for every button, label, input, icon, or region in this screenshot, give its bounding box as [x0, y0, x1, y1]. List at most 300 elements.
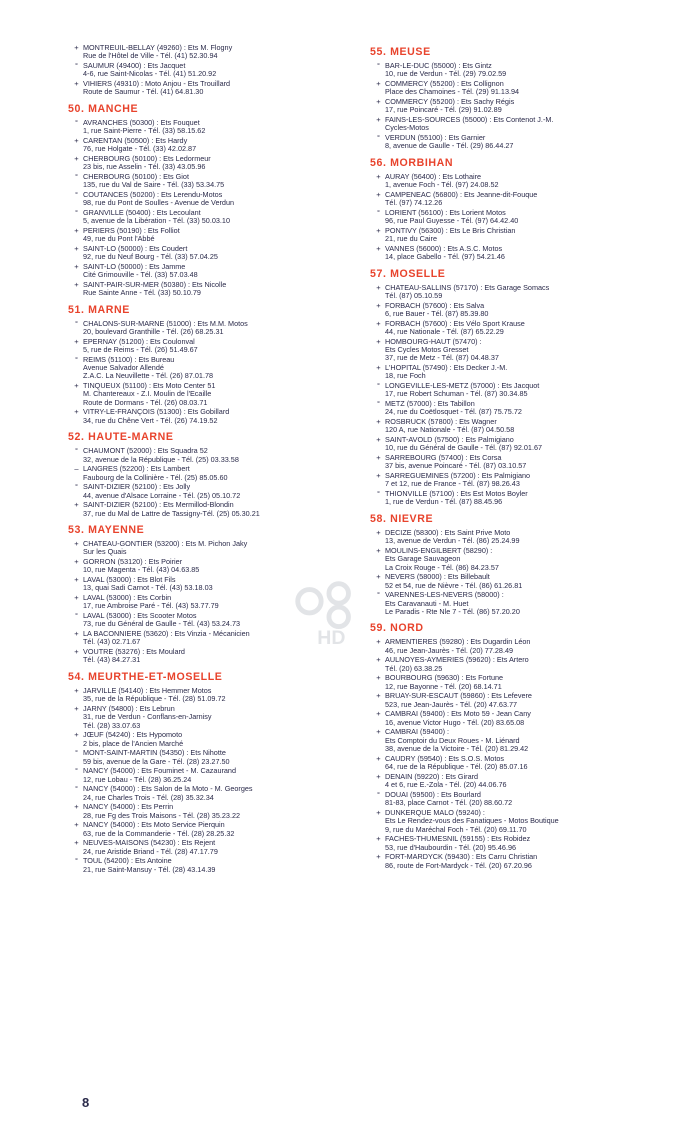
- dealer-entry: [68, 227, 368, 244]
- dealer-address-line: 135, rue du Val de Saire - Tél. (33) 53.34.75: [83, 180, 225, 190]
- dealer-entry: [370, 773, 670, 790]
- dealer-name-line: SAINT-PAIR-SUR-MER (50380) : Ets Nicolle: [83, 279, 227, 289]
- dealer-name-line: CHAUMONT (52000) : Ets Squadra 52: [83, 446, 208, 456]
- dealer-name-line: PERIERS (50190) : Ets Folliot: [83, 225, 180, 235]
- dealer-address-line: Avenue Salvador Allendé: [83, 363, 164, 373]
- department-heading: 53. MAYENNE: [68, 524, 145, 537]
- dealer-address-line: 28, rue Fg des Trois Maisons - Tél. (28) 35.23.22: [83, 810, 241, 820]
- dealer-address-line: 96, rue Paul Guyesse - Tél. (97) 64.42.40: [385, 216, 519, 226]
- dealer-name-line: GRANVILLE (50400) : Ets Lecoulant: [83, 207, 201, 217]
- dealer-address-line: 31, rue de Verdun - Conflans-en-Jarnisy: [83, 712, 212, 722]
- dealer-entry: [370, 591, 670, 616]
- dealer-entry: [370, 173, 670, 190]
- dealer-address-line: 24, rue du Coëtlosquet - Tél. (87) 75.75.72: [385, 407, 522, 417]
- dealer-name-line: BAR-LE-DUC (55000) : Ets Gintz: [385, 61, 492, 70]
- dealer-address-line: 21, rue Saint-Mansuy - Tél. (28) 43.14.39: [83, 864, 216, 874]
- dealer-type-marker: °: [75, 318, 78, 328]
- department-heading: 54. MEURTHE-ET-MOSELLE: [68, 670, 223, 683]
- dealer-address-line: 13, quai Sadi Carnot - Tél. (43) 53.18.03: [83, 583, 213, 593]
- dealer-entry: [68, 245, 368, 262]
- dealer-type-marker: +: [74, 820, 79, 830]
- dealer-address-line: 16, avenue Victor Hugo - Tél. (20) 83.65.08: [385, 717, 525, 727]
- dealer-address-line: La Croix Rouge - Tél. (86) 84.23.57: [385, 562, 499, 572]
- dealer-entry: [68, 839, 368, 856]
- dealer-name-line: VERDUN (55100) : Ets Garnier: [385, 133, 486, 142]
- dealer-address-line: 120 A, rue Nationale - Tél. (87) 04.50.58: [385, 425, 515, 435]
- dealer-entry: [370, 134, 670, 151]
- dealer-type-marker: +: [376, 655, 381, 665]
- dealer-type-marker: °: [75, 611, 78, 621]
- dealer-address-line: Z.A.C. La Neuvillette - Tél. (26) 87.01.78: [83, 371, 214, 381]
- dealer-address-line: 18, rue Foch: [385, 371, 426, 381]
- dealer-name-line: VANNES (56000) : Ets A.S.C. Motos: [385, 243, 503, 253]
- dealer-entry: [68, 447, 368, 464]
- dealer-type-marker: +: [74, 557, 79, 567]
- dealer-type-marker: °: [377, 489, 380, 499]
- dealer-address-line: Ets Caravanauti - M. Huet: [385, 598, 469, 608]
- dealer-address-line: 37, rue de Metz - Tél. (87) 04.48.37: [385, 353, 499, 363]
- dealer-address-line: 17, rue Poincaré - Tél. (29) 91.02.89: [385, 105, 502, 115]
- dealer-type-marker: +: [376, 171, 381, 181]
- dealer-type-marker: +: [74, 261, 79, 271]
- department-section: [370, 268, 670, 507]
- dealer-name-line: PONTIVY (56300) : Ets Le Bris Christian: [385, 225, 516, 235]
- dealer-type-marker: °: [75, 784, 78, 794]
- dealer-address-line: Ets Cycles Motos Gresset: [385, 345, 469, 355]
- dealer-type-marker: +: [74, 703, 79, 713]
- dealer-address-line: 86, route de Fort-Mardyck - Tél. (20) 67.20.96: [385, 860, 532, 870]
- dealer-type-marker: +: [74, 381, 79, 391]
- dealer-type-marker: +: [74, 647, 79, 657]
- dealer-address-line: 49, rue du Pont l'Abbé: [83, 234, 155, 244]
- dealer-address-line: 81-83, place Carnot - Tél. (20) 88.60.72: [385, 798, 513, 808]
- dealer-address-line: 5, rue de Reims - Tél. (26) 51.49.67: [83, 345, 198, 355]
- dealer-address-line: 24, rue Charles Trois - Tél. (28) 35.32.34: [83, 792, 214, 802]
- dealer-address-line: 14, place Gabello - Tél. (97) 54.21.46: [385, 252, 505, 262]
- department-section: [370, 513, 670, 617]
- dealer-name-line: FACHES-THUMESNIL (59155) : Ets Robidez: [385, 834, 531, 844]
- dealer-entry: [68, 483, 368, 500]
- dealer-name-line: FORBACH (57600) : Ets Vélo Sport Krause: [385, 318, 525, 328]
- dealer-entry: [68, 501, 368, 518]
- dealer-type-marker: +: [376, 115, 381, 124]
- department-section: [370, 622, 670, 870]
- dealer-type-marker: +: [376, 807, 381, 817]
- dealer-name-line: SAUMUR (49400) : Ets Jacquet: [83, 61, 186, 70]
- dealer-address-line: 523, rue Jean-Jaurès - Tél. (20) 47.63.77: [385, 699, 518, 709]
- dealer-entry: [370, 638, 670, 655]
- dealer-entry: [370, 338, 670, 363]
- department-section: [370, 46, 670, 151]
- dealer-entry: [370, 656, 670, 673]
- dealer-address-line: Tél. (87) 05.10.59: [385, 291, 443, 301]
- department-heading: 59. NORD: [370, 622, 424, 635]
- dealer-name-line: ARMENTIERES (59280) : Ets Dugardin Léon: [385, 637, 531, 647]
- dealer-entry: [370, 436, 670, 453]
- dealer-entry: [370, 710, 670, 727]
- dealer-address-line: 10, rue de Verdun - Tél. (29) 79.02.59: [385, 69, 507, 79]
- dealer-address-line: Ets Le Rendez-vous des Fanatiques - Motos Boutique: [385, 816, 559, 826]
- dealer-address-line: Tél. (43) 84.27.31: [83, 655, 141, 665]
- dealer-name-line: METZ (57000) : Ets Tabillon: [385, 399, 475, 409]
- dealer-address-line: Cité Grimouville - Tél. (33) 57.03.48: [83, 270, 198, 280]
- dealer-entry: [68, 263, 368, 280]
- dealer-type-marker: °: [75, 856, 78, 866]
- dealer-entry: [68, 209, 368, 226]
- dealer-address-line: Cycles-Motos: [385, 123, 429, 133]
- dealer-type-marker: +: [74, 629, 79, 639]
- dealer-name-line: CAMBRAI (59400) : Ets Moto 59 - Jean Cany: [385, 709, 531, 719]
- dealer-type-marker: °: [75, 766, 78, 776]
- department-heading: 58. NIEVRE: [370, 512, 434, 525]
- dealer-entry: [370, 382, 670, 399]
- dealer-entry: [68, 857, 368, 874]
- dealer-name-line: SAINT-LO (50000) : Ets Jamme: [83, 261, 186, 271]
- dealer-entry: [370, 755, 670, 772]
- dealer-address-line: 12, rue Lobau - Tél. (28) 36.25.24: [83, 774, 192, 784]
- dealer-entry: [68, 119, 368, 136]
- dealer-address-line: 98, rue du Pont de Soulles - Avenue de Verdun: [83, 198, 235, 208]
- dealer-name-line: L'HOPITAL (57490) : Ets Decker J.-M.: [385, 363, 508, 373]
- dealer-type-marker: °: [75, 446, 78, 456]
- dealer-type-marker: +: [74, 593, 79, 603]
- dealer-address-line: 37 bis, avenue Poincaré - Tél. (87) 03.10.57: [385, 461, 527, 471]
- dealer-address-line: Rue Sainte Anne - Tél. (33) 50.10.79: [83, 288, 201, 298]
- dealer-address-line: 64, rue de la République - Tél. (20) 85.07.16: [385, 762, 528, 772]
- dealer-entry: [68, 137, 368, 154]
- dealer-name-line: SARREBOURG (57400) : Ets Corsa: [385, 453, 502, 463]
- dealer-type-marker: +: [74, 500, 79, 510]
- dealer-name-line: CHATEAU-SALLINS (57170) : Ets Garage Somacs: [385, 282, 550, 292]
- dealer-type-marker: °: [75, 171, 78, 181]
- dealer-type-marker: +: [376, 852, 381, 862]
- dealer-address-line: 24, rue Aristide Briand - Tél. (28) 47.17.79: [83, 846, 218, 856]
- dealer-address-line: 4 et 6, rue E.-Zola - Tél. (20) 44.06.76: [385, 780, 507, 790]
- dealer-entry: [68, 80, 368, 97]
- dealer-type-marker: +: [74, 43, 79, 52]
- dealer-name-line: HOMBOURG-HAUT (57470) :: [385, 336, 482, 346]
- dealer-name-line: DENAIN (59220) : Ets Girard: [385, 771, 479, 781]
- dealer-name-line: CHERBOURG (50100) : Ets Giot: [83, 171, 189, 181]
- department-section: [68, 304, 368, 426]
- dealer-address-line: M. Chantereaux - Z.I. Moulin de l'Ecaille: [83, 389, 212, 399]
- department-section: [370, 157, 670, 262]
- dealer-address-line: Route de Saumur - Tél. (41) 64.81.30: [83, 87, 204, 97]
- dealer-type-marker: +: [74, 225, 79, 235]
- dealer-type-marker: +: [376, 545, 381, 555]
- dealer-name-line: BOURBOURG (59630) : Ets Fortune: [385, 673, 504, 683]
- dealer-type-marker: +: [376, 691, 381, 701]
- dealer-type-marker: °: [75, 207, 78, 217]
- dealer-type-marker: +: [376, 189, 381, 199]
- dealer-type-marker: +: [376, 673, 381, 683]
- dealer-address-line: 35, rue de la République - Tél. (28) 51.09.72: [83, 694, 226, 704]
- dealer-address-line: 9, rue du Maréchal Foch - Tél. (20) 69.11.70: [385, 824, 527, 834]
- dealer-address-line: 10, rue du Général de Gaulle - Tél. (87) 92.01.67: [385, 443, 543, 453]
- dealer-name-line: BRUAY-SUR-ESCAUT (59860) : Ets Lefevere: [385, 691, 532, 701]
- dealer-name-line: NEUVES-MAISONS (54230) : Ets Rejent: [83, 838, 216, 848]
- dealer-entry: [68, 320, 368, 337]
- dealer-address-line: 53, rue d'Haubourdin - Tél. (20) 95.46.96: [385, 842, 517, 852]
- dealer-entry: [68, 705, 368, 730]
- dealer-entry: [68, 173, 368, 190]
- dealer-name-line: LANGRES (52200) : Ets Lambert: [83, 464, 190, 474]
- dealer-address-line: 17, rue Robert Schuman - Tél. (87) 30.34.85: [385, 389, 528, 399]
- dealer-address-line: 1, avenue Foch - Tél. (97) 24.08.52: [385, 180, 499, 190]
- dealer-type-marker: +: [376, 637, 381, 647]
- dealer-entry: [370, 80, 670, 97]
- department-section: [68, 44, 368, 97]
- dealer-address-line: 38, avenue de la Victoire - Tél. (20) 81.29.42: [385, 744, 529, 754]
- jgp-hd-watermark-logo: [288, 572, 366, 650]
- dealer-address-line: Tél. (28) 33.07.63: [83, 720, 141, 730]
- dealer-name-line: VOUTRE (53276) : Ets Moulard: [83, 647, 185, 657]
- dealer-type-marker: +: [376, 834, 381, 844]
- dealer-address-line: Sur les Quais: [83, 547, 127, 557]
- dealer-type-marker: °: [75, 748, 78, 758]
- dealer-entry: [68, 767, 368, 784]
- department-heading: 55. MEUSE: [370, 46, 431, 58]
- dealer-entry: [370, 191, 670, 208]
- dealer-type-marker: °: [377, 399, 380, 409]
- dealer-name-line: DOUAI (59500) : Ets Bourlard: [385, 789, 481, 799]
- dealer-entry: [68, 465, 368, 482]
- dealer-type-marker: +: [376, 753, 381, 763]
- dealer-name-line: LAVAL (53000) : Ets Scooter Motos: [83, 611, 197, 621]
- department-section: [68, 431, 368, 518]
- dealer-address-line: Place des Chamoines - Tél. (29) 91.13.94: [385, 87, 520, 97]
- dealer-entry: [370, 245, 670, 262]
- dealer-entry: [370, 209, 670, 226]
- department-heading: 52. HAUTE-MARNE: [68, 431, 174, 444]
- dealer-entry: [68, 338, 368, 355]
- dealer-address-line: Tél. (97) 74.12.26: [385, 198, 443, 208]
- dealer-type-marker: +: [376, 79, 381, 88]
- dealer-type-marker: +: [376, 282, 381, 292]
- dealer-address-line: 37, rue du Mal de Lattre de Tassigny-Tél. (25) 05.30.21: [83, 508, 260, 518]
- dealer-entry: [370, 472, 670, 489]
- dealer-name-line: REIMS (51100) : Ets Bureau: [83, 354, 175, 364]
- dealer-name-line: CAUDRY (59540) : Ets S.O.S. Motos: [385, 753, 504, 763]
- dealer-address-line: 4-6, rue Saint-Nicolas - Tél. (41) 51.20.92: [83, 69, 217, 79]
- dealer-type-marker: +: [376, 97, 381, 106]
- dealer-name-line: CHALONS-SUR-MARNE (51000) : Ets M.M. Motos: [83, 318, 248, 328]
- dealer-entry: [68, 356, 368, 381]
- dealer-type-marker: °: [75, 117, 78, 127]
- dealer-name-line: JŒUF (54240) : Ets Hypomoto: [83, 730, 183, 740]
- dealer-entry: [370, 302, 670, 319]
- department-heading: 56. MORBIHAN: [370, 156, 454, 169]
- dealer-address-line: Ets Garage Sauvageon: [385, 554, 461, 564]
- dealer-address-line: 73, rue du Général de Gaulle - Tél. (43) 53.24.73: [83, 619, 241, 629]
- dealer-address-line: Tél. (43) 02.71.67: [83, 637, 141, 647]
- dealer-entry: [370, 674, 670, 691]
- dealer-name-line: SAINT-AVOLD (57500) : Ets Palmigiano: [385, 435, 514, 445]
- dealer-type-marker: +: [74, 279, 79, 289]
- dealer-address-line: 34, rue du Chêne Vert - Tél. (26) 74.19.52: [83, 415, 218, 425]
- dealer-name-line: COMMERCY (55200) : Ets Collignon: [385, 79, 504, 88]
- dealer-entry: [68, 408, 368, 425]
- dealer-address-line: 23 bis, rue Asselin - Tél. (33) 43.05.96: [83, 162, 206, 172]
- dealer-entry: [370, 692, 670, 709]
- dealer-address-line: 10, rue Magenta - Tél. (43) 04.63.85: [83, 565, 200, 575]
- dealer-name-line: SAINT-DIZIER (52100) : Ets Jolly: [83, 482, 191, 492]
- dealer-type-marker: +: [74, 838, 79, 848]
- dealer-type-marker: +: [74, 407, 79, 417]
- dealer-entry: [68, 62, 368, 79]
- dealer-name-line: LA BACONNIERE (53620) : Ets Vinzia - Mécanicien: [83, 629, 250, 639]
- dealer-address-line: 13, avenue de Verdun - Tél. (86) 25.24.99: [385, 536, 520, 546]
- dealer-name-line: LAVAL (53000) : Ets Blot Fils: [83, 575, 176, 585]
- dealer-name-line: NANCY (54000) : Ets Salon de la Moto - M. Georges: [83, 784, 253, 794]
- department-heading: 51. MARNE: [68, 303, 130, 316]
- dealer-name-line: ROSBRUCK (57800) : Ets Wagner: [385, 417, 497, 427]
- dealer-address-line: 76, rue Holgate - Tél. (33) 42.02.87: [83, 144, 197, 154]
- dealer-name-line: TINQUEUX (51100) : Ets Moto Center 51: [83, 381, 216, 391]
- dealer-address-line: 1, rue de Verdun - Tél. (87) 88.45.96: [385, 497, 503, 507]
- dealer-type-marker: +: [376, 727, 381, 737]
- dealer-type-marker: °: [377, 61, 380, 70]
- dealer-type-marker: +: [376, 771, 381, 781]
- dealer-name-line: NANCY (54000) : Ets Perrin: [83, 802, 174, 812]
- department-section: [68, 671, 368, 874]
- dealer-address-line: 46, rue Jean-Jaurès - Tél. (20) 77.28.49: [385, 645, 514, 655]
- dealer-name-line: GORRON (53120) : Ets Poirier: [83, 557, 183, 567]
- dealer-type-marker: +: [74, 336, 79, 346]
- dealer-address-line: 59 bis, avenue de la Gare - Tél. (28) 23.27.50: [83, 756, 230, 766]
- dealer-type-marker: +: [376, 709, 381, 719]
- dealer-address-line: 32, avenue de la République - Tél. (25) 03.33.58: [83, 454, 239, 464]
- dealer-type-marker: +: [376, 225, 381, 235]
- dealer-address-line: Ets Comptoir du Deux Roues - M. Liénard: [385, 735, 520, 745]
- dealer-entry: [68, 382, 368, 407]
- dealer-type-marker: +: [376, 243, 381, 253]
- dealer-address-line: 44, avenue d'Alsace Lorraine - Tél. (25) 05.10.72: [83, 490, 241, 500]
- dealer-name-line: MONT-SAINT-MARTIN (54350) : Ets Nihotte: [83, 748, 226, 758]
- dealer-name-line: NANCY (54000) : Ets Moto Service Pierquin: [83, 820, 225, 830]
- dealer-entry: [68, 281, 368, 298]
- dealer-name-line: VARENNES-LES-NEVERS (58000) :: [385, 590, 504, 600]
- dealer-entry: [68, 803, 368, 820]
- dealer-name-line: FORBACH (57600) : Ets Salva: [385, 300, 485, 310]
- dealer-entry: [370, 62, 670, 79]
- dealer-entry: [68, 821, 368, 838]
- dealer-name-line: COMMERCY (55200) : Ets Sachy Régis: [385, 97, 515, 106]
- department-heading: 57. MOSELLE: [370, 267, 446, 280]
- dealer-entry: [370, 364, 670, 381]
- dealer-name-line: DUNKERQUE MALO (59240) :: [385, 807, 485, 817]
- dealer-type-marker: °: [75, 354, 78, 364]
- dealer-type-marker: +: [74, 153, 79, 163]
- dealer-name-line: MOULINS-ENGILBERT (58290) :: [385, 545, 493, 555]
- dealer-type-marker: +: [376, 435, 381, 445]
- dealer-entry: [370, 98, 670, 115]
- dealer-name-line: VITRY-LE-FRANÇOIS (51300) : Ets Gobillard: [83, 407, 230, 417]
- dealer-name-line: COUTANCES (50200) : Ets Lerendu-Motos: [83, 189, 223, 199]
- dealer-name-line: FORT-MARDYCK (59430) : Ets Carru Christian: [385, 852, 538, 862]
- page-number: 8: [82, 1095, 90, 1110]
- dealer-type-marker: +: [74, 79, 79, 88]
- right-column: [370, 44, 670, 876]
- dealer-address-line: Route de Dormans - Tél. (26) 08.03.71: [83, 397, 208, 407]
- dealer-name-line: EPERNAY (51200) : Ets Coulonval: [83, 336, 195, 346]
- dealer-type-marker: +: [376, 300, 381, 310]
- dealer-type-marker: °: [75, 189, 78, 199]
- dealer-name-line: CHERBOURG (50100) : Ets Ledormeur: [83, 153, 211, 163]
- dealer-name-line: AULNOYES-AYMERIES (59620) : Ets Artero: [385, 655, 529, 665]
- dealer-type-marker: °: [377, 207, 380, 217]
- dealer-type-marker: +: [376, 417, 381, 427]
- dealer-type-marker: +: [376, 336, 381, 346]
- dealer-name-line: MONTREUIL-BELLAY (49260) : Ets M. Flogny: [83, 43, 233, 52]
- dealer-address-line: 12, rue Bayonne - Tél. (20) 68.14.71: [385, 681, 502, 691]
- dealer-type-marker: °: [75, 61, 78, 70]
- dealer-type-marker: +: [376, 527, 381, 537]
- dealer-address-line: 8, avenue de Gaulle - Tél. (29) 86.44.27: [385, 141, 514, 151]
- dealer-entry: [370, 320, 670, 337]
- dealer-name-line: LAVAL (53000) : Ets Corbin: [83, 593, 172, 603]
- dealer-type-marker: °: [75, 482, 78, 492]
- dealer-name-line: NEVERS (58000) : Ets Billebault: [385, 572, 490, 582]
- dealer-type-marker: +: [376, 318, 381, 328]
- dealer-name-line: FAINS-LES-SOURCES (55000) : Ets Contenot J.-M.: [385, 115, 554, 124]
- dealer-type-marker: °: [377, 789, 380, 799]
- dealer-type-marker: +: [74, 243, 79, 253]
- left-column: [68, 44, 368, 880]
- dealer-type-marker: +: [74, 135, 79, 145]
- dealer-name-line: CAMBRAI (59400) :: [385, 727, 450, 737]
- dealer-address-line: 7 et 12, rue de France - Tél. (87) 98.26.43: [385, 479, 520, 489]
- dealer-entry: [370, 490, 670, 507]
- dealer-name-line: NANCY (54000) : Ets Fouminet - M. Cazaurand: [83, 766, 236, 776]
- dealer-entry: [68, 687, 368, 704]
- dealer-entry: [68, 785, 368, 802]
- dealer-address-line: 52 et 54, rue de Nièvre - Tél. (86) 61.26.81: [385, 580, 523, 590]
- dealer-name-line: JARVILLE (54140) : Ets Hemmer Motos: [83, 685, 212, 695]
- dealer-name-line: LORIENT (56100) : Ets Lorient Motos: [385, 207, 506, 217]
- dealer-name-line: AURAY (56400) : Ets Lothaire: [385, 171, 482, 181]
- dealer-entry: [370, 809, 670, 834]
- dealer-entry: [68, 191, 368, 208]
- dealer-name-line: THIONVILLE (57100) : Ets Est Motos Boyler: [385, 489, 528, 499]
- dealer-entry: [68, 648, 368, 665]
- department-heading: 50. MANCHE: [68, 102, 139, 115]
- dealer-address-line: Tél. (20) 63.38.25: [385, 663, 443, 673]
- dealer-address-line: 17, rue Ambroise Paré - Tél. (43) 53.77.79: [83, 601, 219, 611]
- dealer-name-line: CHATEAU-GONTIER (53200) : Ets M. Pichon Jaky: [83, 539, 248, 549]
- dealer-entry: [370, 529, 670, 546]
- dealer-entry: [370, 116, 670, 133]
- dealer-type-marker: +: [376, 471, 381, 481]
- dealer-type-marker: °: [377, 590, 380, 600]
- dealer-address-line: 44, rue Nationale - Tél. (87) 65.22.29: [385, 327, 504, 337]
- dealer-name-line: JARNY (54800) : Ets Lebrun: [83, 703, 175, 713]
- dealer-entry: [68, 749, 368, 766]
- dealer-address-line: 92, rue du Neuf Bourg - Tél. (33) 57.04.25: [83, 252, 218, 262]
- dealer-entry: [370, 573, 670, 590]
- dealer-type-marker: +: [74, 539, 79, 549]
- dealer-entry: [370, 791, 670, 808]
- dealer-entry: [68, 731, 368, 748]
- dealer-address-line: Le Paradis - Rte Nle 7 - Tél. (86) 57.20.20: [385, 607, 520, 617]
- dealer-type-marker: °: [377, 133, 380, 142]
- dealer-address-line: 20, boulevard Granthille - Tél. (26) 68.25.31: [83, 327, 224, 337]
- dealer-address-line: Rue de l'Hôtel de Ville - Tél. (41) 52.30.94: [83, 51, 218, 61]
- dealer-address-line: 21, rue du Caire: [385, 234, 437, 244]
- dealer-name-line: LONGEVILLE-LES-METZ (57000) : Ets Jacquot: [385, 381, 540, 391]
- dealer-name-line: CARENTAN (50500) : Ets Hardy: [83, 135, 188, 145]
- dealer-address-line: Faubourg de la Collinière - Tél. (25) 85.05.60: [83, 472, 228, 482]
